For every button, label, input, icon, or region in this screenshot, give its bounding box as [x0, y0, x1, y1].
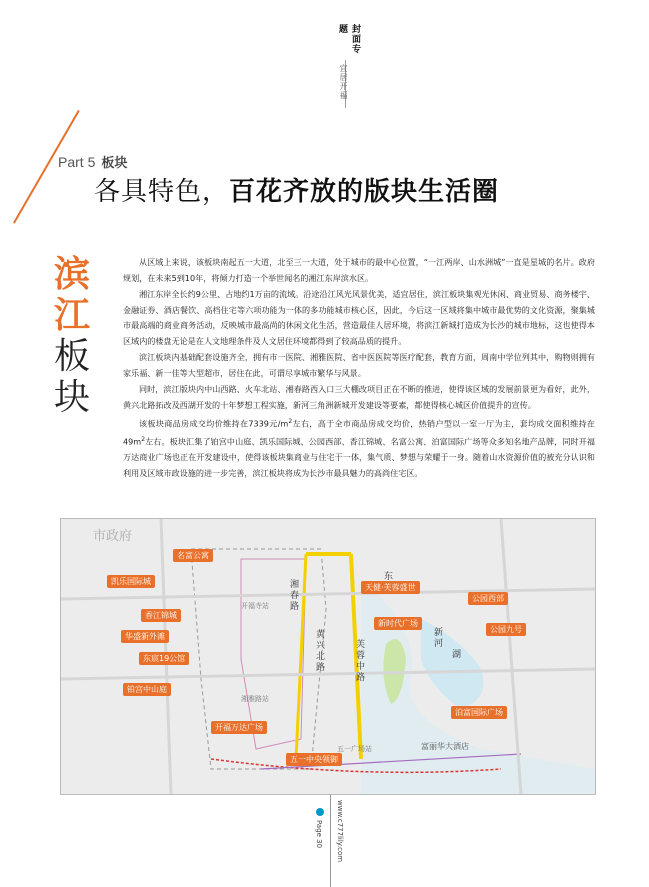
map-place: 五一广场站 — [337, 745, 372, 753]
map-label: 泊富国际广场 — [451, 706, 507, 719]
road-label: 湖 — [450, 649, 460, 660]
footer-dot — [316, 808, 324, 816]
map-label: 凯乐国际城 — [107, 575, 155, 588]
section-banner — [330, 0, 360, 110]
part-number: Part 5 — [58, 154, 96, 170]
map-label: 香江锦城 — [141, 609, 181, 622]
map-place: 市政府 — [93, 529, 133, 544]
map-label: 新时代广场 — [374, 617, 422, 630]
map-label: 五一中央领御 — [286, 753, 342, 766]
road-label: 东 — [382, 571, 392, 582]
paragraph: 同时，滨江版块内中山西路、火车北站、湘春路西入口三大棚改项目正在不断的推进，使得该区域的发展前景更为看好，此外，黄兴北路拓改及西湖开发的十年梦想工程实施，新河三角洲新城开发建设等要素，都使得核心城区价值提升的宣传。 — [123, 384, 595, 410]
paragraph: 湘江东岸全长约9公里、占地约1万亩的流域。沿途沿江风光风景优美，适宜居住，滨江板块集观光休闲、商业贸易、商务楼宇、金融证券、酒店餐饮、高档住宅等六项功能为一体的多功能城市核心区，因此，今后这一区域将集中城市最优势的文化资源，聚集城市最高端的商业商务活动，反映城市最高尚的休闲文化生活，营造最佳人居环境，将滨江新城打造成为长沙的城市地标，这也使得本区域内的楼盘无论是在人文地理条件及人文居住环境都得到了较高品质的提升。 — [123, 289, 595, 346]
map-label: 开福万达广场 — [211, 721, 267, 734]
section-title-char: 板 — [54, 336, 91, 377]
title-bold: 百花齐放的版块生活圈 — [229, 177, 500, 207]
article-body — [123, 255, 595, 482]
district-map — [60, 518, 596, 795]
road-label: 芙蓉中路 — [354, 639, 364, 683]
section-title-char: 滨 — [54, 254, 91, 295]
map-label: 公园九号 — [486, 623, 526, 636]
map-label: 公园西部 — [468, 592, 508, 605]
map-place: 湘雅路站 — [241, 695, 269, 703]
section-title — [54, 254, 98, 418]
road-label: 黄兴北路 — [314, 629, 324, 673]
page-title — [94, 171, 499, 208]
part-label — [58, 152, 127, 171]
road-label: 湘春路 — [288, 579, 298, 612]
banner-section: 封面专题 — [337, 24, 360, 54]
paragraph: 滨江板块内基础配套设施齐全，拥有市一医院、湘雅医院、省中医医院等医疗配套，教育方面，周南中学位列其中，购物则拥有家乐福、新一佳等大型超市，居住在此，可谓尽享城市繁华与风景。 — [123, 352, 595, 378]
part-name: 板块 — [101, 155, 128, 170]
section-title-char: 块 — [54, 377, 91, 418]
map-label: 名富公寓 — [173, 549, 213, 562]
road-label: 新河 — [432, 627, 442, 649]
section-title-char: 江 — [54, 295, 91, 336]
map-label: 铂宫中山庭 — [123, 683, 171, 696]
title-light: 各具特色， — [94, 177, 230, 207]
paragraph: 从区域上来说，该板块南起五一大道，北至三一大道，处于城市的最中心位置，“一江两岸、山水洲城”一直是星城的名片。政府规划，在未来5到10年，将倾力打造一个举世闻名的湘江东岸滨水区。 — [123, 257, 595, 283]
map-label: 东宸19公馆 — [139, 652, 189, 665]
footer-url: www.c777lily.com — [336, 800, 344, 863]
map-label: 天健·芙蓉盛世 — [361, 581, 420, 594]
map-place: 富丽华大酒店 — [421, 742, 469, 751]
paragraph: 该板块商品房成交均价维持在7339元$/m^2$左右，高于全市商品房成交均价，热销户型以一室一厅为主，套均成交面积维持在$49m^2$左右。板块汇集了铂宫中山庭、凯乐国际城、公园西部、香江锦城、名富公寓、泊富国际广场等众多知名地产品牌，同时开福万达商业广场也正在开发建设中，使得该板块集商业与住宅于一体，集气质、梦想与荣耀于一身。随着山水资源价值的被充分认识和利用及区域市政设施的进一步完善，滨江板块将成为长沙市最具魅力的高尚住宅区。 — [123, 418, 595, 478]
banner-tab — [330, 0, 360, 60]
banner-subtitle: 宜居开福 — [339, 64, 348, 100]
map-place: 开福寺站 — [241, 602, 269, 610]
page-number: Page 30 — [315, 820, 323, 849]
footer-divider — [330, 795, 331, 887]
map-label: 华盛新外滩 — [121, 630, 169, 643]
